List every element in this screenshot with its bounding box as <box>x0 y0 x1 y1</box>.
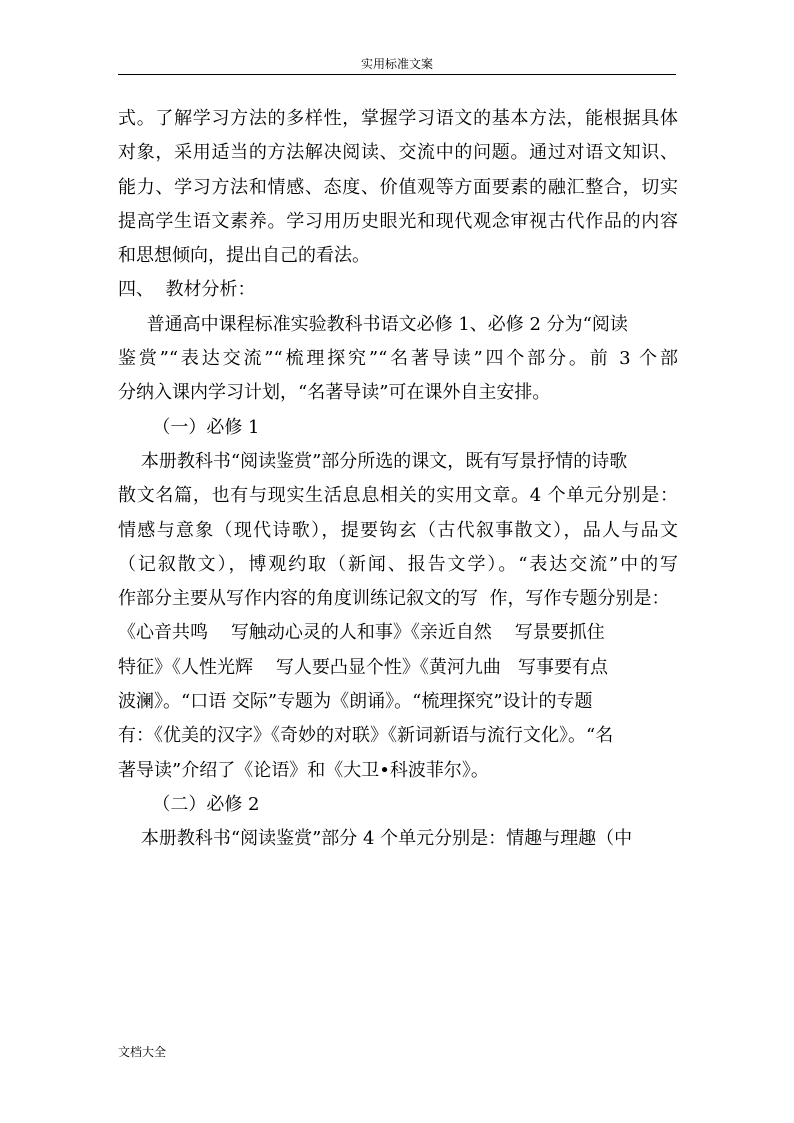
body-line: 普通高中课程标准实验教科书语文必修 1、必修 2 分为“阅读 <box>118 313 628 335</box>
body-line: 著导读”介绍了《论语》和《大卫•科波菲尔》。 <box>118 759 489 781</box>
body-line: 和思想倾向，提出自己的看法。 <box>118 245 370 267</box>
subsection-heading: （二）必修 2 <box>118 793 260 815</box>
body-line: （记叙散文），博观约取（新闻、报告文学）。“表达交流”中的写 <box>118 553 678 575</box>
body-line: 本册教科书“阅读鉴赏”部分所选的课文，既有写景抒情的诗歌 <box>118 450 628 472</box>
body-line: 本册教科书“阅读鉴赏”部分 4 个单元分别是：情趣与理趣（中 <box>118 828 633 850</box>
body-line: 散文名篇，也有与现实生活息息相关的实用文章。4 个单元分别是： <box>118 485 678 507</box>
body-line: 对象，采用适当的方法解决阅读、交流中的问题。通过对语文知识、 <box>118 142 678 164</box>
body-line: 《心音共鸣 写触动心灵的人和事》《亲近自然 写景要抓住 <box>118 622 605 644</box>
body-line: 分纳入课内学习计划，“名著导读”可在课外自主安排。 <box>118 382 551 404</box>
header-divider <box>118 74 676 75</box>
body-line: 鉴赏”“表达交流”“梳理探究”“名著导读”四个部分。前 3 个部 <box>118 348 678 370</box>
body-line: 能力、学习方法和情感、态度、价值观等方面要素的融汇整合，切实 <box>118 176 678 198</box>
body-line: 有：《优美的汉字》《奇妙的对联》《新词新语与流行文化》。“名 <box>118 725 614 747</box>
body-line: 提高学生语文素养。学习用历史眼光和现代观念审视古代作品的内容 <box>118 210 678 232</box>
page-footer: 文档大全 <box>118 1045 167 1059</box>
page-header: 实用标准文案 <box>360 57 433 71</box>
body-line: 波澜》。“口语 交际”专题为《朗诵》。“梳理探究”设计的专题 <box>118 691 593 713</box>
body-line: 作部分主要从写作内容的角度训练记叙文的写 作，写作专题分别是： <box>118 588 670 610</box>
section-heading: 四、 教材分析： <box>118 279 256 301</box>
body-line: 情感与意象（现代诗歌），提要钩玄（古代叙事散文），品人与品文 <box>118 519 678 541</box>
subsection-heading: （一）必修 1 <box>118 416 260 438</box>
document-body <box>118 102 678 857</box>
body-line: 式。了解学习方法的多样性，掌握学习语文的基本方法，能根据具体 <box>118 108 678 129</box>
body-line: 特征》《人性光辉 写人要凸显个性》《黄河九曲 写事要有点 <box>118 656 609 678</box>
